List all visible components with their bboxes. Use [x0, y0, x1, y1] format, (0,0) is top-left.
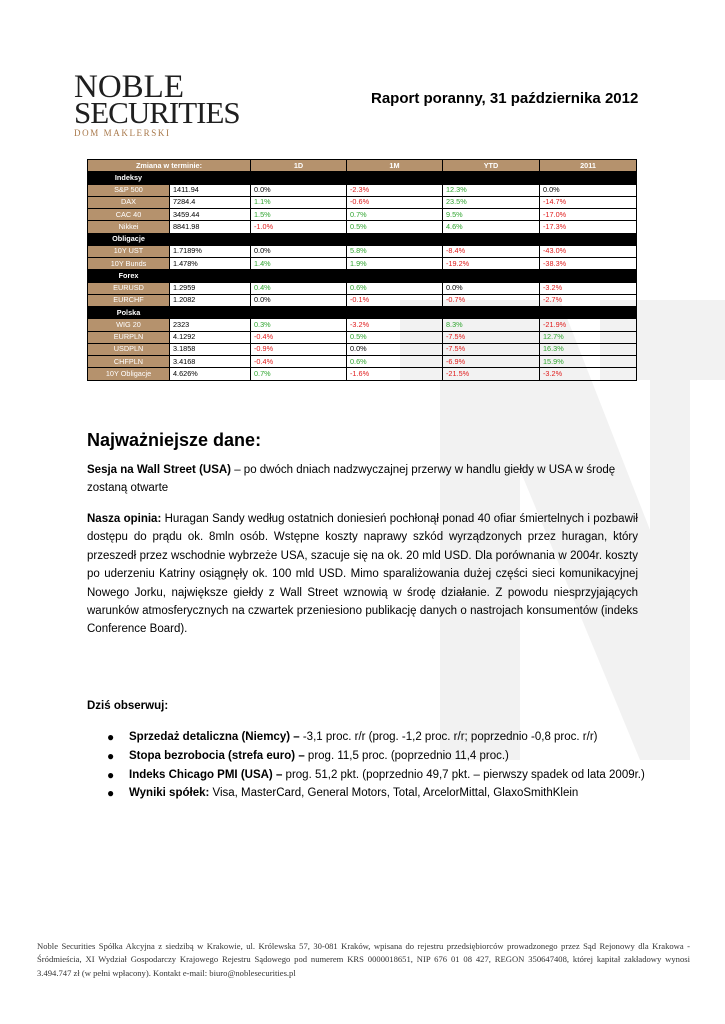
change-cell: -2.3%: [347, 184, 443, 196]
change-cell: 0.3%: [251, 319, 347, 331]
row-label: CAC 40: [88, 209, 170, 221]
bullet-icon: ●: [107, 748, 115, 763]
change-cell: -0.1%: [347, 294, 443, 306]
table-row: [88, 343, 637, 355]
section-fill: [170, 233, 637, 245]
row-label: CHFPLN: [88, 356, 170, 368]
row-value: 1.478%: [170, 258, 251, 270]
change-cell: 4.6%: [443, 221, 540, 233]
bullet-icon: ●: [107, 786, 115, 801]
session-paragraph: [87, 461, 638, 498]
item-bold: Wyniki spółek:: [129, 787, 210, 800]
section-label: Polska: [88, 307, 170, 319]
row-label: WIG 20: [88, 319, 170, 331]
change-cell: -0.4%: [251, 331, 347, 343]
row-label: Nikkei: [88, 221, 170, 233]
header-cell: 2011: [540, 160, 637, 172]
legal-footer: Noble Securities Spółka Akcyjna z siedzibą w Krakowie, ul. Królewska 57, 30-081 Kraków, wpisana do rejestru przedsiębiorców prowadzonego przez Sąd Rejonowy dla Krakowa - Śródmieścia, XI Wydział Gospodarczy Krajowego Rejestru Sądowego pod numerem KRS 0000018651, NIP 676 01 08 427, REGON 350647408, której kapitał zakładowy wynosi 3.494.747 zł (w pełni wpłacony). Kontakt e-mail: biuro@noblesecurities.pl: [37, 941, 690, 978]
change-cell: -3.2%: [347, 319, 443, 331]
table-row: [88, 258, 637, 270]
change-cell: 0.0%: [540, 184, 637, 196]
change-cell: -0.6%: [347, 196, 443, 208]
change-cell: -6.9%: [443, 356, 540, 368]
row-value: 3.4168: [170, 356, 251, 368]
change-cell: -7.5%: [443, 331, 540, 343]
logo-line-1: NOBLE: [74, 69, 184, 105]
header-cell: Zmiana w terminie:: [88, 160, 251, 172]
change-cell: 1.5%: [251, 209, 347, 221]
change-cell: 5.8%: [347, 245, 443, 257]
section-label: Indeksy: [88, 172, 170, 184]
change-cell: -1.6%: [347, 368, 443, 380]
table-row: [88, 368, 637, 380]
row-value: 1.2082: [170, 294, 251, 306]
change-cell: 1.1%: [251, 196, 347, 208]
opinion-paragraph: [87, 510, 638, 639]
section-fill: [170, 172, 637, 184]
table-row: [88, 356, 637, 368]
change-cell: 0.0%: [347, 343, 443, 355]
row-value: 1.7189%: [170, 245, 251, 257]
logo-line-2: SECURITIES: [74, 95, 240, 130]
change-cell: 8.3%: [443, 319, 540, 331]
item-bold: Stopa bezrobocia (strefa euro) –: [129, 749, 305, 762]
list-item: [107, 784, 645, 803]
row-value: 8841.98: [170, 221, 251, 233]
session-text: – po dwóch dniach nadzwyczajnej przerwy w handlu giełdy w USA w środę zostaną otwarte: [87, 464, 616, 495]
change-cell: -38.3%: [540, 258, 637, 270]
table-header-row: [88, 160, 637, 172]
report-title: Raport poranny, 31 października 2012: [371, 90, 639, 107]
change-cell: 0.5%: [347, 221, 443, 233]
change-cell: 0.7%: [251, 368, 347, 380]
bullet-icon: ●: [107, 730, 115, 744]
market-table: [87, 159, 637, 381]
bullet-icon: ●: [107, 767, 115, 782]
row-value: 1411.94: [170, 184, 251, 196]
table-row: [88, 209, 637, 221]
row-label: 10Y UST: [88, 245, 170, 257]
header-cell: YTD: [443, 160, 540, 172]
row-label: S&P 500: [88, 184, 170, 196]
row-label: 10Y Bunds: [88, 258, 170, 270]
section-row: [88, 307, 637, 319]
section-label: Obligacje: [88, 233, 170, 245]
table-row: [88, 184, 637, 196]
change-cell: 0.6%: [347, 356, 443, 368]
item-text: -3,1 proc. r/r (prog. -1,2 proc. r/r; poprzednio -0,8 proc. r/r): [299, 731, 598, 743]
row-label: EURPLN: [88, 331, 170, 343]
item-text: prog. 51,2 pkt. (poprzednio 49,7 pkt. – pierwszy spadek od lata 2009r.): [282, 768, 645, 781]
row-value: 2323: [170, 319, 251, 331]
list-item: [107, 728, 645, 747]
table-row: [88, 331, 637, 343]
item-bold: Sprzedaż detaliczna (Niemcy) –: [129, 731, 300, 743]
change-cell: 0.0%: [251, 294, 347, 306]
row-value: 4.626%: [170, 368, 251, 380]
section-title: Najważniejsze dane:: [87, 430, 262, 450]
change-cell: 23.5%: [443, 196, 540, 208]
change-cell: 9.5%: [443, 209, 540, 221]
row-value: 1.2959: [170, 282, 251, 294]
change-cell: -7.5%: [443, 343, 540, 355]
change-cell: -8.4%: [443, 245, 540, 257]
change-cell: -21.9%: [540, 319, 637, 331]
change-cell: 0.0%: [443, 282, 540, 294]
row-label: EURCHF: [88, 294, 170, 306]
row-label: 10Y Obligacje: [88, 368, 170, 380]
section-fill: [170, 307, 637, 319]
change-cell: -1.0%: [251, 221, 347, 233]
row-value: 7284.4: [170, 196, 251, 208]
row-value: 4.1292: [170, 331, 251, 343]
section-fill: [170, 270, 637, 282]
change-cell: -14.7%: [540, 196, 637, 208]
opinion-label: Nasza opinia:: [87, 513, 162, 525]
header-cell: 1M: [347, 160, 443, 172]
opinion-text: Huragan Sandy według ostatnich doniesień pochłonął ponad 40 ofiar śmiertelnych i pozbawił dostępu do prądu ok. 8mln osób. Wstępne koszty naprawy szkód wyrządzonych przez huragan, który przeszedł przez wschodnie wybrzeże USA, szacuje się na ok. 20 mld USD. Dla porównania w 2004r. koszty po uderzeniu Katriny osiągnęły ok. 100 mld USD. Mimo sparaliżowania dużej części sieci komunikacyjnej Nowego Jorku, największe giełdy z Wall Street wznowią w środę działanie. Z powodu niesprzyjających warunków atmosferycznych na czwartek przeniesiono publikację danych o nastrojach konsumentów (indeks Conference Board).: [87, 513, 638, 636]
list-item: [107, 747, 645, 766]
change-cell: -43.0%: [540, 245, 637, 257]
table-row: [88, 221, 637, 233]
row-label: EURUSD: [88, 282, 170, 294]
watch-list: [107, 728, 645, 803]
change-cell: -0.4%: [251, 356, 347, 368]
change-cell: 0.0%: [251, 245, 347, 257]
table-row: [88, 294, 637, 306]
table-row: [88, 196, 637, 208]
change-cell: 1.4%: [251, 258, 347, 270]
change-cell: 0.4%: [251, 282, 347, 294]
row-label: USDPLN: [88, 343, 170, 355]
section-row: [88, 233, 637, 245]
item-text: prog. 11,5 proc. (poprzednio 11,4 proc.): [304, 749, 509, 762]
change-cell: -21.5%: [443, 368, 540, 380]
company-logo: [74, 69, 244, 138]
header-cell: 1D: [251, 160, 347, 172]
change-cell: 15.9%: [540, 356, 637, 368]
change-cell: 0.0%: [251, 184, 347, 196]
row-label: DAX: [88, 196, 170, 208]
table-row: [88, 282, 637, 294]
section-row: [88, 172, 637, 184]
change-cell: 16.3%: [540, 343, 637, 355]
logo-line-3: DOM MAKLERSKI: [74, 128, 171, 138]
change-cell: -17.3%: [540, 221, 637, 233]
change-cell: -0.9%: [251, 343, 347, 355]
list-item: [107, 766, 645, 785]
row-value: 3459.44: [170, 209, 251, 221]
change-cell: -17.0%: [540, 209, 637, 221]
change-cell: -0.7%: [443, 294, 540, 306]
item-bold: Indeks Chicago PMI (USA) –: [129, 768, 283, 781]
change-cell: 12.7%: [540, 331, 637, 343]
change-cell: -3.2%: [540, 282, 637, 294]
change-cell: 0.6%: [347, 282, 443, 294]
table-row: [88, 319, 637, 331]
watch-title: Dziś obserwuj:: [87, 700, 169, 712]
session-title: Sesja na Wall Street (USA): [87, 464, 232, 476]
change-cell: 12.3%: [443, 184, 540, 196]
section-label: Forex: [88, 270, 170, 282]
change-cell: -2.7%: [540, 294, 637, 306]
table-row: [88, 245, 637, 257]
change-cell: 0.5%: [347, 331, 443, 343]
change-cell: -19.2%: [443, 258, 540, 270]
change-cell: -3.2%: [540, 368, 637, 380]
change-cell: 0.7%: [347, 209, 443, 221]
row-value: 3.1858: [170, 343, 251, 355]
item-text: Visa, MasterCard, General Motors, Total, ArcelorMittal, GlaxoSmithKlein: [209, 787, 579, 800]
change-cell: 1.9%: [347, 258, 443, 270]
section-row: [88, 270, 637, 282]
